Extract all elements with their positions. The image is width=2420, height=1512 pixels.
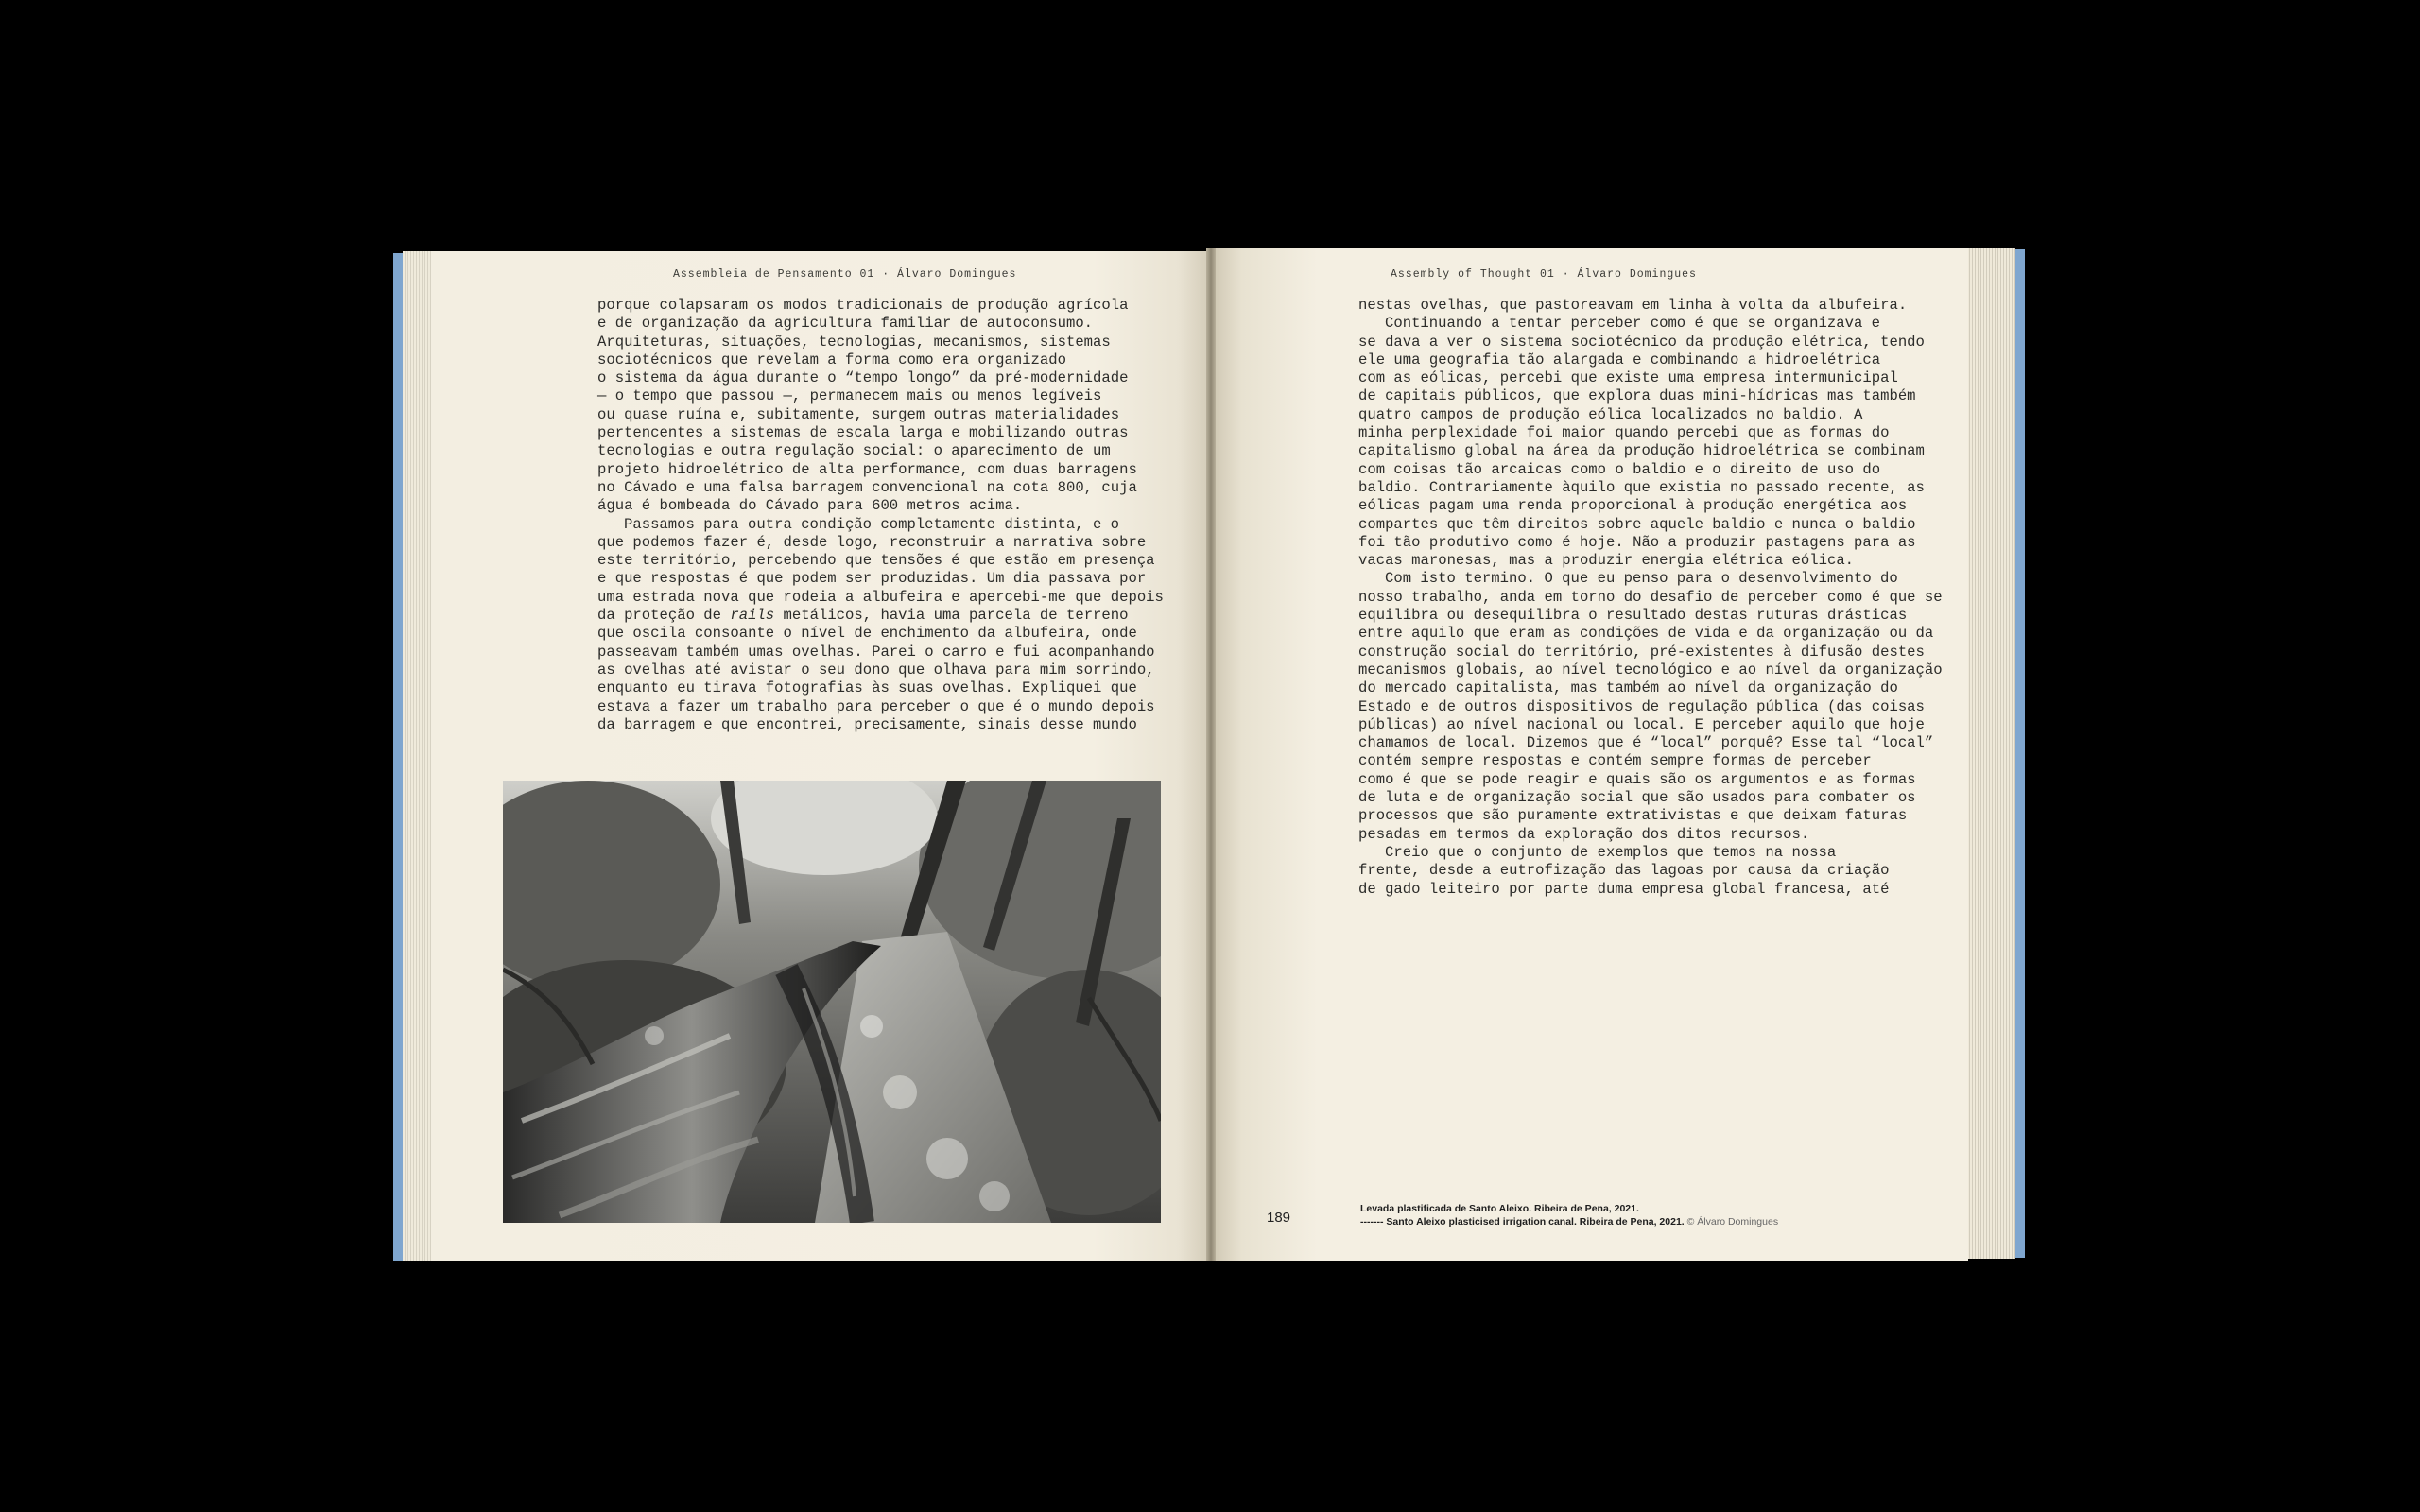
text-line: como é que se pode reagir e quais são os argumentos e as formas [1358,770,1916,788]
text-line: baldio. Contrariamente àquilo que existia no passado recente, as [1358,478,1925,496]
text-line: vacas maronesas, mas a produzir energia elétrica eólica. [1358,552,1855,570]
text-line: capitalismo global na área da produção hidroelétrica se combinam [1358,442,1925,460]
text-line: porque colapsaram os modos tradicionais de produção agrícola [597,297,1129,314]
page-number: 189 [1267,1210,1291,1226]
text-line: Estado e de outros dispositivos de regulação pública (das coisas [1358,697,1925,715]
text-line: este território, percebendo que tensões é que estão em presença [597,552,1155,570]
text-line: estava a fazer um trabalho para perceber o que é o mundo depois [597,697,1155,715]
text-line: no Cávado e uma falsa barragem convencional na cota 800, cuja [597,478,1137,496]
text-line: e que respostas é que podem ser produzidas. Um dia passava por [597,570,1147,588]
text-line: que oscila consoante o nível de enchimento da albufeira, onde [597,625,1137,643]
left-body-text [597,297,1164,734]
page-block-left-edge [403,251,435,1261]
caption-credit: © Álvaro Domingues [1686,1216,1779,1228]
text-line: que podemos fazer é, desde logo, reconstruir a narrativa sobre [597,533,1147,551]
text-line: Com isto termino. O que eu penso para o desenvolvimento do [1385,570,1898,588]
text-line: de gado leiteiro por parte duma empresa global francesa, até [1358,880,1890,898]
text-line: Creio que o conjunto de exemplos que temos na nossa [1385,843,1837,861]
text-line: e de organização da agricultura familiar de autoconsumo. [597,315,1094,333]
text-line: uma estrada nova que rodeia a albufeira e apercebi-me que depois [597,588,1164,606]
italic-word: rails [730,607,775,625]
text-line: com as eólicas, percebi que existe uma empresa intermunicipal [1358,369,1898,387]
text-line: ele uma geografia tão alargada e combinando a hidroelétrica [1358,351,1881,369]
text-line: compartes que têm direitos sobre aquele baldio e nunca o baldio [1358,515,1916,533]
page-block-right-edge [1964,248,2015,1259]
text-line: entre aquilo que eram as condições de vida e da organização ou da [1358,625,1934,643]
text-line: processos que são puramente extrativistas e que deixam faturas [1358,807,1908,825]
caption-english [1360,1215,1778,1228]
text-line: frente, desde a eutrofização das lagoas por causa da criação [1358,862,1890,880]
text-line: minha perplexidade foi maior quando percebi que as formas do [1358,424,1890,442]
text-line: chamamos de local. Dizemos que é “local” porquê? Esse tal “local” [1358,734,1934,752]
text-line: construção social do território, pré-existentes à difusão destes [1358,643,1925,661]
text-line: públicas) ao nível nacional ou local. E perceber aquilo que hoje [1358,715,1925,733]
text-line: projeto hidroelétrico de alta performance, com duas barragens [597,460,1137,478]
text-line: do mercado capitalista, mas também ao nível da organização do [1358,679,1898,697]
book-gutter [1206,248,1216,1261]
text-line: com coisas tão arcaicas como o baldio e o direito de uso do [1358,460,1881,478]
text-line: de luta e de organização social que são usados para combater os [1358,789,1916,807]
text-line: passeavam também umas ovelhas. Parei o carro e fui acompanhando [597,643,1155,661]
text-line: quatro campos de produção eólica localizados no baldio. A [1358,405,1863,423]
caption-english-text: ------- Santo Aleixo plasticised irrigation canal. Ribeira de Pena, 2021. [1360,1216,1685,1228]
text-line: nestas ovelhas, que pastoreavam em linha à volta da albufeira. [1358,297,1908,314]
text-line: mecanismos globais, ao nível tecnológico e ao nível da organização [1358,661,1943,679]
text-line: — o tempo que passou —, permanecem mais ou menos legíveis [597,387,1102,405]
text-line: eólicas pagam uma renda proporcional à produção energética aos [1358,497,1908,515]
text-line: Arquiteturas, situações, tecnologias, mecanismos, sistemas [597,333,1111,351]
text-line: da proteção de rails metálicos, havia uma parcela de terreno [597,607,1129,625]
text-line: sociotécnicos que revelam a forma como era organizado [597,351,1066,369]
text-line: enquanto eu tirava fotografias às suas ovelhas. Expliquei que [597,679,1137,697]
text-line: Continuando a tentar perceber como é que se organizava e [1385,315,1881,333]
text-line: contém sempre respostas e contém sempre formas de perceber [1358,752,1872,770]
text-line: ou quase ruína e, subitamente, surgem outras materialidades [597,405,1120,423]
left-running-head: Assembleia de Pensamento 01 · Álvaro Domingues [673,268,1017,281]
text-line: equilibra ou desequilibra o resultado destas ruturas drásticas [1358,607,1908,625]
caption-portuguese: Levada plastificada de Santo Aleixo. Ribeira de Pena, 2021. [1360,1203,1639,1214]
text-line: o sistema da água durante o “tempo longo” da pré-modernidade [597,369,1129,387]
right-running-head: Assembly of Thought 01 · Álvaro Domingues [1391,268,1697,281]
text-line: as ovelhas até avistar o seu dono que olhava para mim sorrindo, [597,661,1155,679]
text-line: Passamos para outra condição completamente distinta, e o [624,515,1120,533]
photograph-plastic-irrigation-canal [503,781,1161,1223]
text-line: nosso trabalho, anda em torno do desafio de perceber como é que se [1358,588,1943,606]
text-line: água é bombeada do Cávado para 600 metros acima. [597,497,1023,515]
photo-caption [1360,1202,1778,1228]
text-line: de capitais públicos, que explora duas mini-hídricas mas também [1358,387,1916,405]
text-line: tecnologias e outra regulação social: o aparecimento de um [597,442,1111,460]
text-line: da barragem e que encontrei, precisamente, sinais desse mundo [597,715,1137,733]
text-line: pesadas em termos da exploração dos ditos recursos. [1358,825,1810,843]
right-body-text [1358,297,1943,899]
text-line: foi tão produtivo como é hoje. Não a produzir pastagens para as [1358,533,1916,551]
text-line: pertencentes a sistemas de escala larga e mobilizando outras [597,424,1129,442]
text-line: se dava a ver o sistema sociotécnico da produção elétrica, tendo [1358,333,1925,351]
